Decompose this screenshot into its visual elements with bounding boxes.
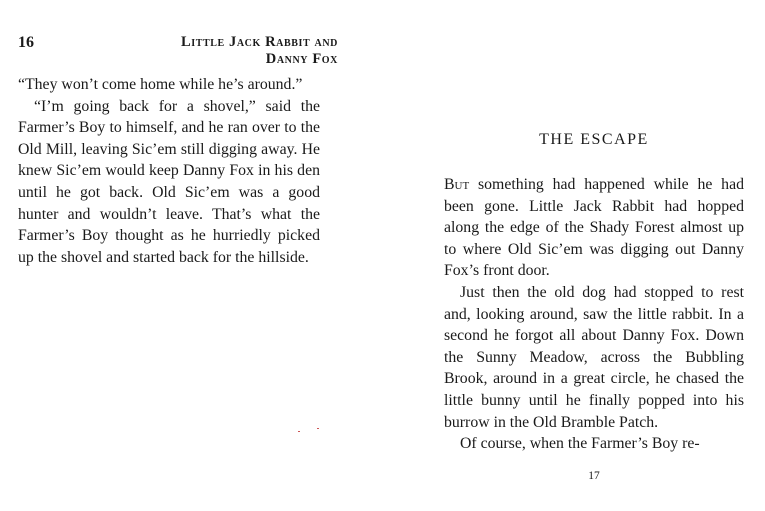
ink-speck	[317, 428, 319, 429]
opening-word: But	[444, 176, 470, 193]
running-title	[181, 34, 338, 68]
body-text	[18, 74, 320, 268]
running-title-line-2: Danny Fox	[265, 51, 338, 67]
body-text	[444, 174, 744, 455]
chapter-title: THE ESCAPE	[539, 131, 649, 148]
paragraph	[444, 174, 744, 282]
paragraph: Of course, when the Farmer’s Boy re-	[460, 435, 700, 453]
ink-speck	[298, 431, 300, 432]
paragraph: “I’m going back for a shovel,” said the Farmer’s Boy to himself, and he ran over to the Old Mill, leaving Sic’em still digging away. He knew Sic’em would keep Danny Fox in his den until he got back. Old Sic’em was a good hunter and wouldn’t leave. That’s what the Farmer’s Boy thought as he hurriedly picked up the shovel and started back for the hillside.	[18, 97, 320, 266]
opening-text: something had happened while he had been gone. Little Jack Rabbit had hopped along the edge of the Shady Forest almost up to where Old Sic’em was digging out Danny Fox’s front door.	[444, 176, 744, 280]
running-title-line-1: Little Jack Rabbit and	[180, 34, 338, 50]
paragraph: Just then the old dog had stopped to rest and, looking around, saw the little rabbit. In a second he forgot all about Danny Fox. Down the Sunny Meadow, across the Bubbling Brook, around in a great circle, he chased the little bunny until he finally popped into his burrow in the Old Bramble Patch.	[444, 283, 744, 431]
right-page	[383, 0, 765, 511]
page-number: 17	[588, 470, 600, 482]
page-number: 16	[18, 34, 34, 51]
paragraph: “They won’t come home while he’s around.”	[18, 76, 303, 93]
left-page	[0, 0, 382, 511]
